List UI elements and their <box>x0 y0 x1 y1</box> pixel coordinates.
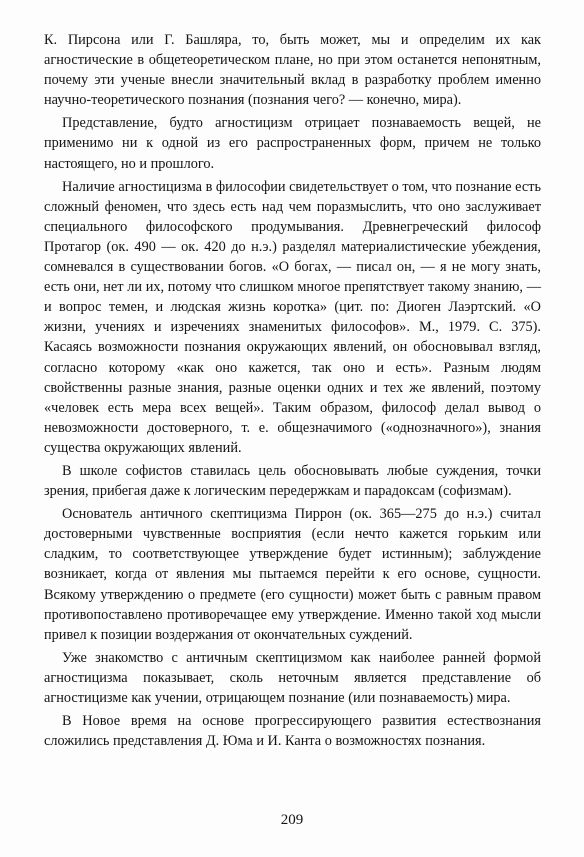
paragraph-7: В Новое время на основе прогрессирующего развития естествознания сложились представления Д. Юма и И. Канта о возможностях познания. <box>44 713 541 750</box>
paragraph-2: Представление, будто агностицизм отрицает познаваемость вещей, не применимо ни к одной из его распространенных форм, причем не только настоящего, но и прошлого. <box>44 115 541 172</box>
page-number: 209 <box>280 812 304 828</box>
paragraph-3: Наличие агностицизма в философии свидетельствует о том, что познание есть сложный феномен, что здесь есть над чем поразмыслить, что оно заслуживает специального философского продумывания. Древнегреческий философ Протагор (ок. 490 — ок. 420 до н.э.) разделял материалистические убеждения, сомневался в существовании богов. «О богах, — писал он, — я не могу знать, есть они, нет ли их, потому что слишком многое препятствует такому знанию, — и вопрос темен, и людская жизнь коротка» (цит. по: Диоген Лаэртский. «О жизни, учениях и изречениях знаменитых философов». М., 1979. С. 375). Касаясь возможности познания окружающих явлений, он обосновывал взгляд, согласно которому «как оно кажется, так оно и есть». Разным людям свойственны разные знания, разные оценки одних и тех же явлений, поэтому «человек есть мера всех вещей». Таким образом, философ делал вывод о невозможности достоверного, т. е. общезначимого («однозначного»), знания существа окружающих явлений. <box>44 178 541 456</box>
paragraph-1: К. Пирсона или Г. Башляра, то, быть может, мы и определим их как агностические в общетеоретическом плане, но при этом останется непонятным, почему эти ученые внесли значительный вклад в разработку проблем именно научно-теоретического познания (познания чего? — конечно, мира). <box>44 32 541 109</box>
paragraph-5: Основатель античного скептицизма Пиррон (ок. 365—275 до н.э.) считал достоверными чувственные восприятия (если нечто кажется горьким или сладким, то соответствующее утверждение будет истинным); заблуждение возникает, когда от явления мы пытаемся перейти к его основе, сущности. Всякому утверждению о предмете (его сущности) может быть с равным правом противопоставлено противоречащее ему утверждение. Именно такой ход мысли привел к позиции воздержания от окончательных суждений. <box>44 506 541 643</box>
text-column <box>44 30 541 754</box>
paragraph-4: В школе софистов ставилась цель обосновывать любые суждения, точки зрения, прибегая даже к логическим передержкам и парадоксам (софизмам). <box>44 462 541 500</box>
paragraph-6: Уже знакомство с античным скептицизмом как наиболее ранней формой агностицизма показывает, сколь неточным является представление об агностицизме как учении, отрицающем познание (или познаваемость) мира. <box>44 649 541 706</box>
